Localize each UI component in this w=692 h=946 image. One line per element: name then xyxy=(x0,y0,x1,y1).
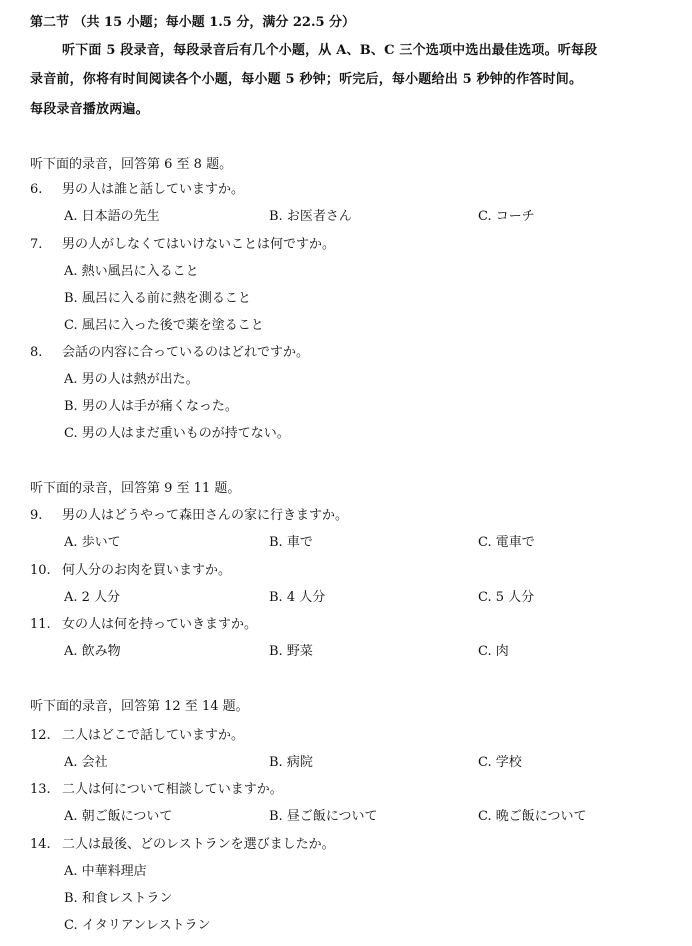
question-9-option-c: C. 電車で xyxy=(478,535,535,550)
question-9-option-a: A. 歩いて xyxy=(64,535,121,550)
question-7-option-a: A. 熱い風呂に入ること xyxy=(64,264,199,279)
question-6-option-c: C. コーチ xyxy=(478,209,535,224)
question-11-text: 女の人は何を持っていきますか。 xyxy=(62,617,258,632)
question-14-text: 二人は最後、どのレストランを選びましたか。 xyxy=(62,837,335,852)
question-10-option-c: C. 5 人分 xyxy=(478,590,535,605)
question-13-option-c: C. 晩ご飯について xyxy=(478,809,587,824)
group-2-title: 听下面的录音，回答第 9 至 11 题。 xyxy=(30,481,241,496)
question-6-option-b: B. お医者さん xyxy=(269,209,352,224)
question-8-option-a: A. 男の人は熱が出た。 xyxy=(64,372,199,387)
question-9-number: 9. xyxy=(30,508,43,523)
question-6-option-a: A. 日本語の先生 xyxy=(64,209,160,224)
question-13-text: 二人は何について相談していますか。 xyxy=(62,782,283,797)
question-12-number: 12. xyxy=(30,728,51,743)
question-8-option-c: C. 男の人はまだ重いものが持てない。 xyxy=(64,426,290,441)
question-12-text: 二人はどこで話していますか。 xyxy=(62,728,245,743)
question-12-option-c: C. 学校 xyxy=(478,755,522,770)
question-10-number: 10. xyxy=(30,563,51,578)
question-11-number: 11. xyxy=(30,617,51,632)
question-9-text: 男の人はどうやって森田さんの家に行きますか。 xyxy=(62,508,349,523)
instructions-line-2: 录音前，你将有时间阅读各个小题，每小题 5 秒钟；听完后，每小题给出 5 秒钟的作答时间。 xyxy=(30,72,583,87)
question-7-option-c: C. 風呂に入った後で薬を塗ること xyxy=(64,318,264,333)
question-7-text: 男の人がしなくてはいけないことは何ですか。 xyxy=(62,237,336,252)
question-11-option-b: B. 野菜 xyxy=(269,644,313,659)
question-7-option-b: B. 風呂に入る前に熱を測ること xyxy=(64,291,251,306)
question-10-option-a: A. 2 人分 xyxy=(64,590,121,605)
question-14-number: 14. xyxy=(30,837,51,852)
instructions-line-1: 听下面 5 段录音，每段录音后有几个小题，从 A、B、C 三个选项中选出最佳选项。听每段 xyxy=(62,43,598,58)
question-8-number: 8. xyxy=(30,345,43,360)
question-14-option-a: A. 中華料理店 xyxy=(64,864,147,879)
question-11-option-c: C. 肉 xyxy=(478,644,509,659)
question-14-option-b: B. 和食レストラン xyxy=(64,891,173,906)
group-1-title: 听下面的录音，回答第 6 至 8 题。 xyxy=(30,157,233,172)
question-7-number: 7. xyxy=(30,237,43,252)
question-13-option-a: A. 朝ご飯について xyxy=(64,809,173,824)
question-9-option-b: B. 車で xyxy=(269,535,313,550)
question-8-text: 会話の内容に合っているのはどれですか。 xyxy=(62,345,310,360)
question-13-number: 13. xyxy=(30,782,51,797)
question-8-option-b: B. 男の人は手が痛くなった。 xyxy=(64,399,238,414)
question-10-option-b: B. 4 人分 xyxy=(269,590,326,605)
question-6-text: 男の人は誰と話していますか。 xyxy=(62,182,245,197)
question-10-text: 何人分のお肉を買いますか。 xyxy=(62,563,232,578)
section-title: 第二节 （共 15 小题；每小题 1.5 分，满分 22.5 分） xyxy=(30,15,356,30)
question-6-number: 6. xyxy=(30,182,43,197)
instructions-line-3: 每段录音播放两遍。 xyxy=(30,102,149,117)
question-12-option-a: A. 会社 xyxy=(64,755,108,770)
group-3-title: 听下面的录音，回答第 12 至 14 题。 xyxy=(30,699,249,714)
question-14-option-c: C. イタリアンレストラン xyxy=(64,918,211,933)
question-13-option-b: B. 昼ご飯について xyxy=(269,809,378,824)
question-11-option-a: A. 飲み物 xyxy=(64,644,121,659)
question-12-option-b: B. 病院 xyxy=(269,755,313,770)
